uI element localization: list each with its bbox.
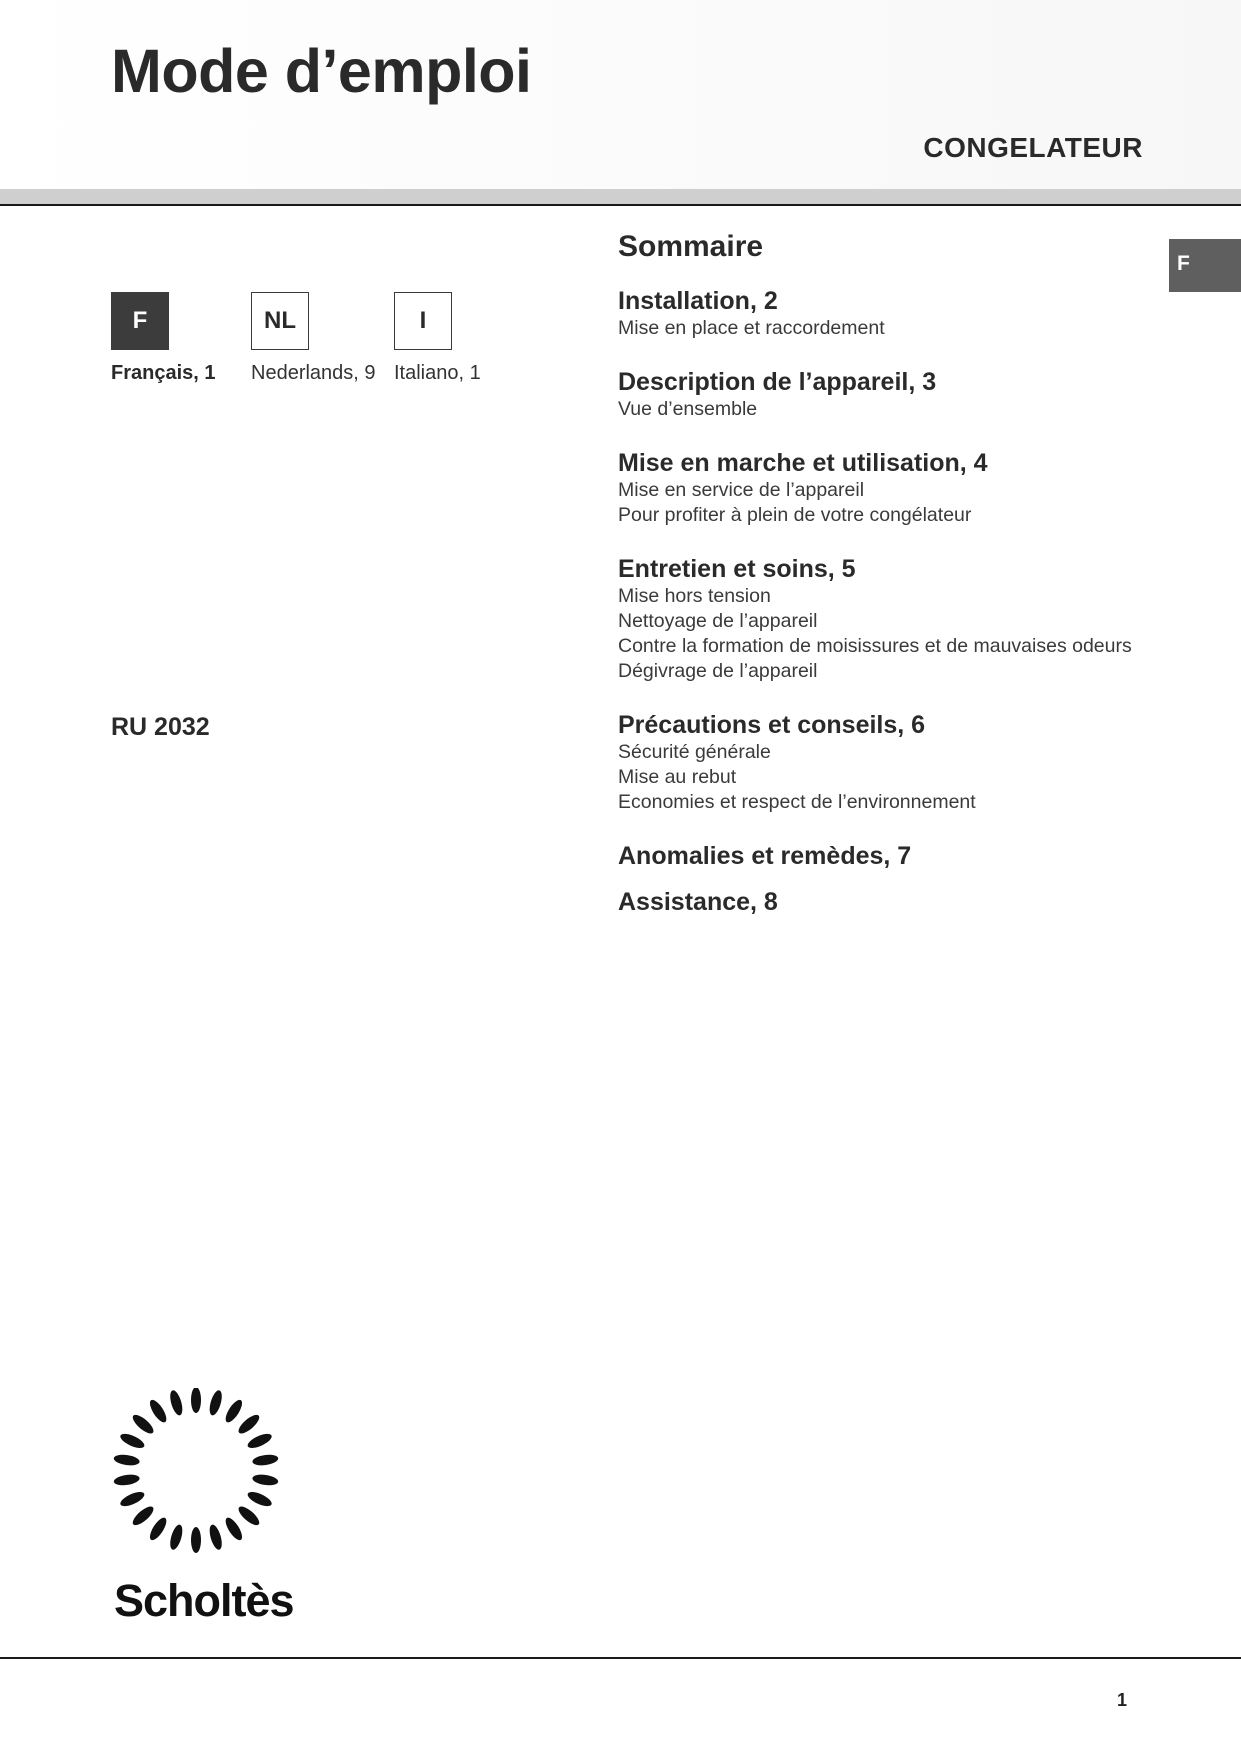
toc-item: Mise en service de l’appareil <box>618 479 865 501</box>
language-box-it[interactable]: I <box>394 292 452 350</box>
toc-section-title: Description de l’appareil, 3 <box>618 368 937 396</box>
logo-ray <box>130 1504 156 1529</box>
toc-section <box>618 842 1178 871</box>
logo-ray <box>130 1412 156 1437</box>
logo-ray <box>147 1515 169 1542</box>
toc-item: Economies et respect de l’environnement <box>618 791 976 813</box>
toc-heading: Sommaire <box>618 230 764 263</box>
toc-item: Contre la formation de moisissures et de mauvaises odeurs <box>618 635 1132 657</box>
toc-section-title: Précautions et conseils, 6 <box>618 711 926 739</box>
toc-item: Mise au rebut <box>618 766 737 788</box>
language-box-fr[interactable]: F <box>111 292 169 350</box>
toc-section <box>618 555 1178 684</box>
product-type: CONGELATEUR <box>923 132 1143 163</box>
language-side-tab: F <box>1169 239 1241 292</box>
logo-ray <box>168 1389 185 1417</box>
toc-item: Vue d’ensemble <box>618 398 758 420</box>
logo-ray <box>113 1473 140 1487</box>
toc-item: Pour profiter à plein de votre congélateur <box>618 504 972 526</box>
language-box-nl[interactable]: NL <box>251 292 309 350</box>
logo-ray <box>113 1453 140 1467</box>
toc-section-title: Entretien et soins, 5 <box>618 555 856 583</box>
toc-section <box>618 711 1178 815</box>
language-label-nl: Nederlands, 9 <box>251 362 376 384</box>
toc-section-title: Mise en marche et utilisation, 4 <box>618 449 988 477</box>
logo-ray <box>236 1504 262 1529</box>
logo-ray <box>147 1397 169 1424</box>
logo-ray <box>207 1523 224 1551</box>
logo-ray <box>168 1523 185 1551</box>
toc-section-title: Assistance, 8 <box>618 888 778 916</box>
logo-ray <box>246 1431 274 1451</box>
header-band <box>0 189 1241 204</box>
logo-ray <box>191 1388 201 1413</box>
toc-item: Nettoyage de l’appareil <box>618 610 818 632</box>
toc-section-title: Installation, 2 <box>618 287 778 315</box>
toc-item: Sécurité générale <box>618 741 771 763</box>
page-title: Mode d’emploi <box>111 37 532 105</box>
model-number: RU 2032 <box>111 713 210 741</box>
toc-section <box>618 888 1178 917</box>
logo-ray <box>252 1453 279 1467</box>
page-number: 1 <box>1117 1690 1128 1710</box>
toc-section-title: Anomalies et remèdes, 7 <box>618 842 912 870</box>
header-divider <box>0 204 1241 206</box>
toc-item: Mise en place et raccordement <box>618 317 885 339</box>
logo-ray <box>252 1473 279 1487</box>
logo-ray <box>207 1389 224 1417</box>
logo-ray <box>118 1489 146 1509</box>
toc-section <box>618 449 1178 528</box>
logo-ray <box>223 1515 245 1542</box>
logo-ray <box>246 1489 274 1509</box>
brand-name: Scholtès <box>114 1575 294 1626</box>
footer-divider <box>0 1657 1241 1659</box>
logo-ray <box>191 1527 201 1553</box>
logo-rays <box>113 1388 279 1553</box>
table-of-contents <box>618 229 1178 944</box>
logo-ray <box>236 1412 262 1437</box>
language-label-it: Italiano, 1 <box>394 362 481 384</box>
toc-item: Mise hors tension <box>618 585 771 607</box>
toc-section <box>618 368 1178 422</box>
toc-section <box>618 287 1178 341</box>
toc-item: Dégivrage de l’appareil <box>618 660 818 682</box>
language-label-fr: Français, 1 <box>111 362 216 384</box>
logo-ray <box>223 1397 245 1424</box>
logo-ray <box>118 1431 146 1451</box>
